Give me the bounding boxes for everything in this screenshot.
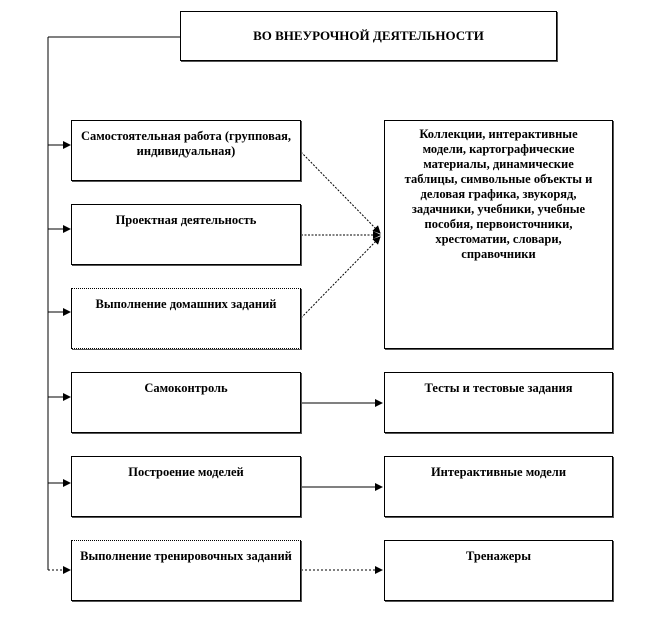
activity-label-4: Самоконтроль (144, 381, 228, 395)
activity-box-4 (71, 372, 301, 433)
activity-label-6: Выполнение тренировочных заданий (80, 549, 292, 563)
activity-box-6 (71, 540, 301, 601)
title-text: ВО ВНЕУРОЧНОЙ ДЕЯТЕЛЬНОСТИ (253, 28, 484, 43)
activity-box-1 (71, 120, 301, 181)
activity-label-1: Самостоятельная работа (групповая, индивидуальная) (81, 129, 291, 158)
resource-box-3 (384, 456, 613, 517)
resource-box-2 (384, 372, 613, 433)
activity-label-2: Проектная деятельность (115, 213, 257, 227)
resource-label-4: Тренажеры (466, 549, 531, 563)
resource-box-1 (384, 120, 613, 349)
title-box (180, 11, 557, 61)
resource-label-1: Коллекции, интерактивные модели, картографические материалы, динамические таблицы, символьные объекты и деловая графика, звукоряд, задачники, учебники, учебные пособия, первоисточники, хрестоматии, словари, справочники (404, 127, 593, 261)
activity-box-3 (71, 288, 301, 349)
resource-box-4 (384, 540, 613, 601)
activity-box-2 (71, 204, 301, 265)
link-arrow-3 (301, 237, 380, 318)
activity-label-5: Построение моделей (128, 465, 244, 479)
link-arrow-1 (301, 152, 380, 233)
activity-box-5 (71, 456, 301, 517)
activity-label-3: Выполнение домашних заданий (95, 297, 277, 311)
resource-label-2: Тесты и тестовые задания (424, 381, 573, 395)
resource-label-3: Интерактивные модели (430, 465, 567, 479)
